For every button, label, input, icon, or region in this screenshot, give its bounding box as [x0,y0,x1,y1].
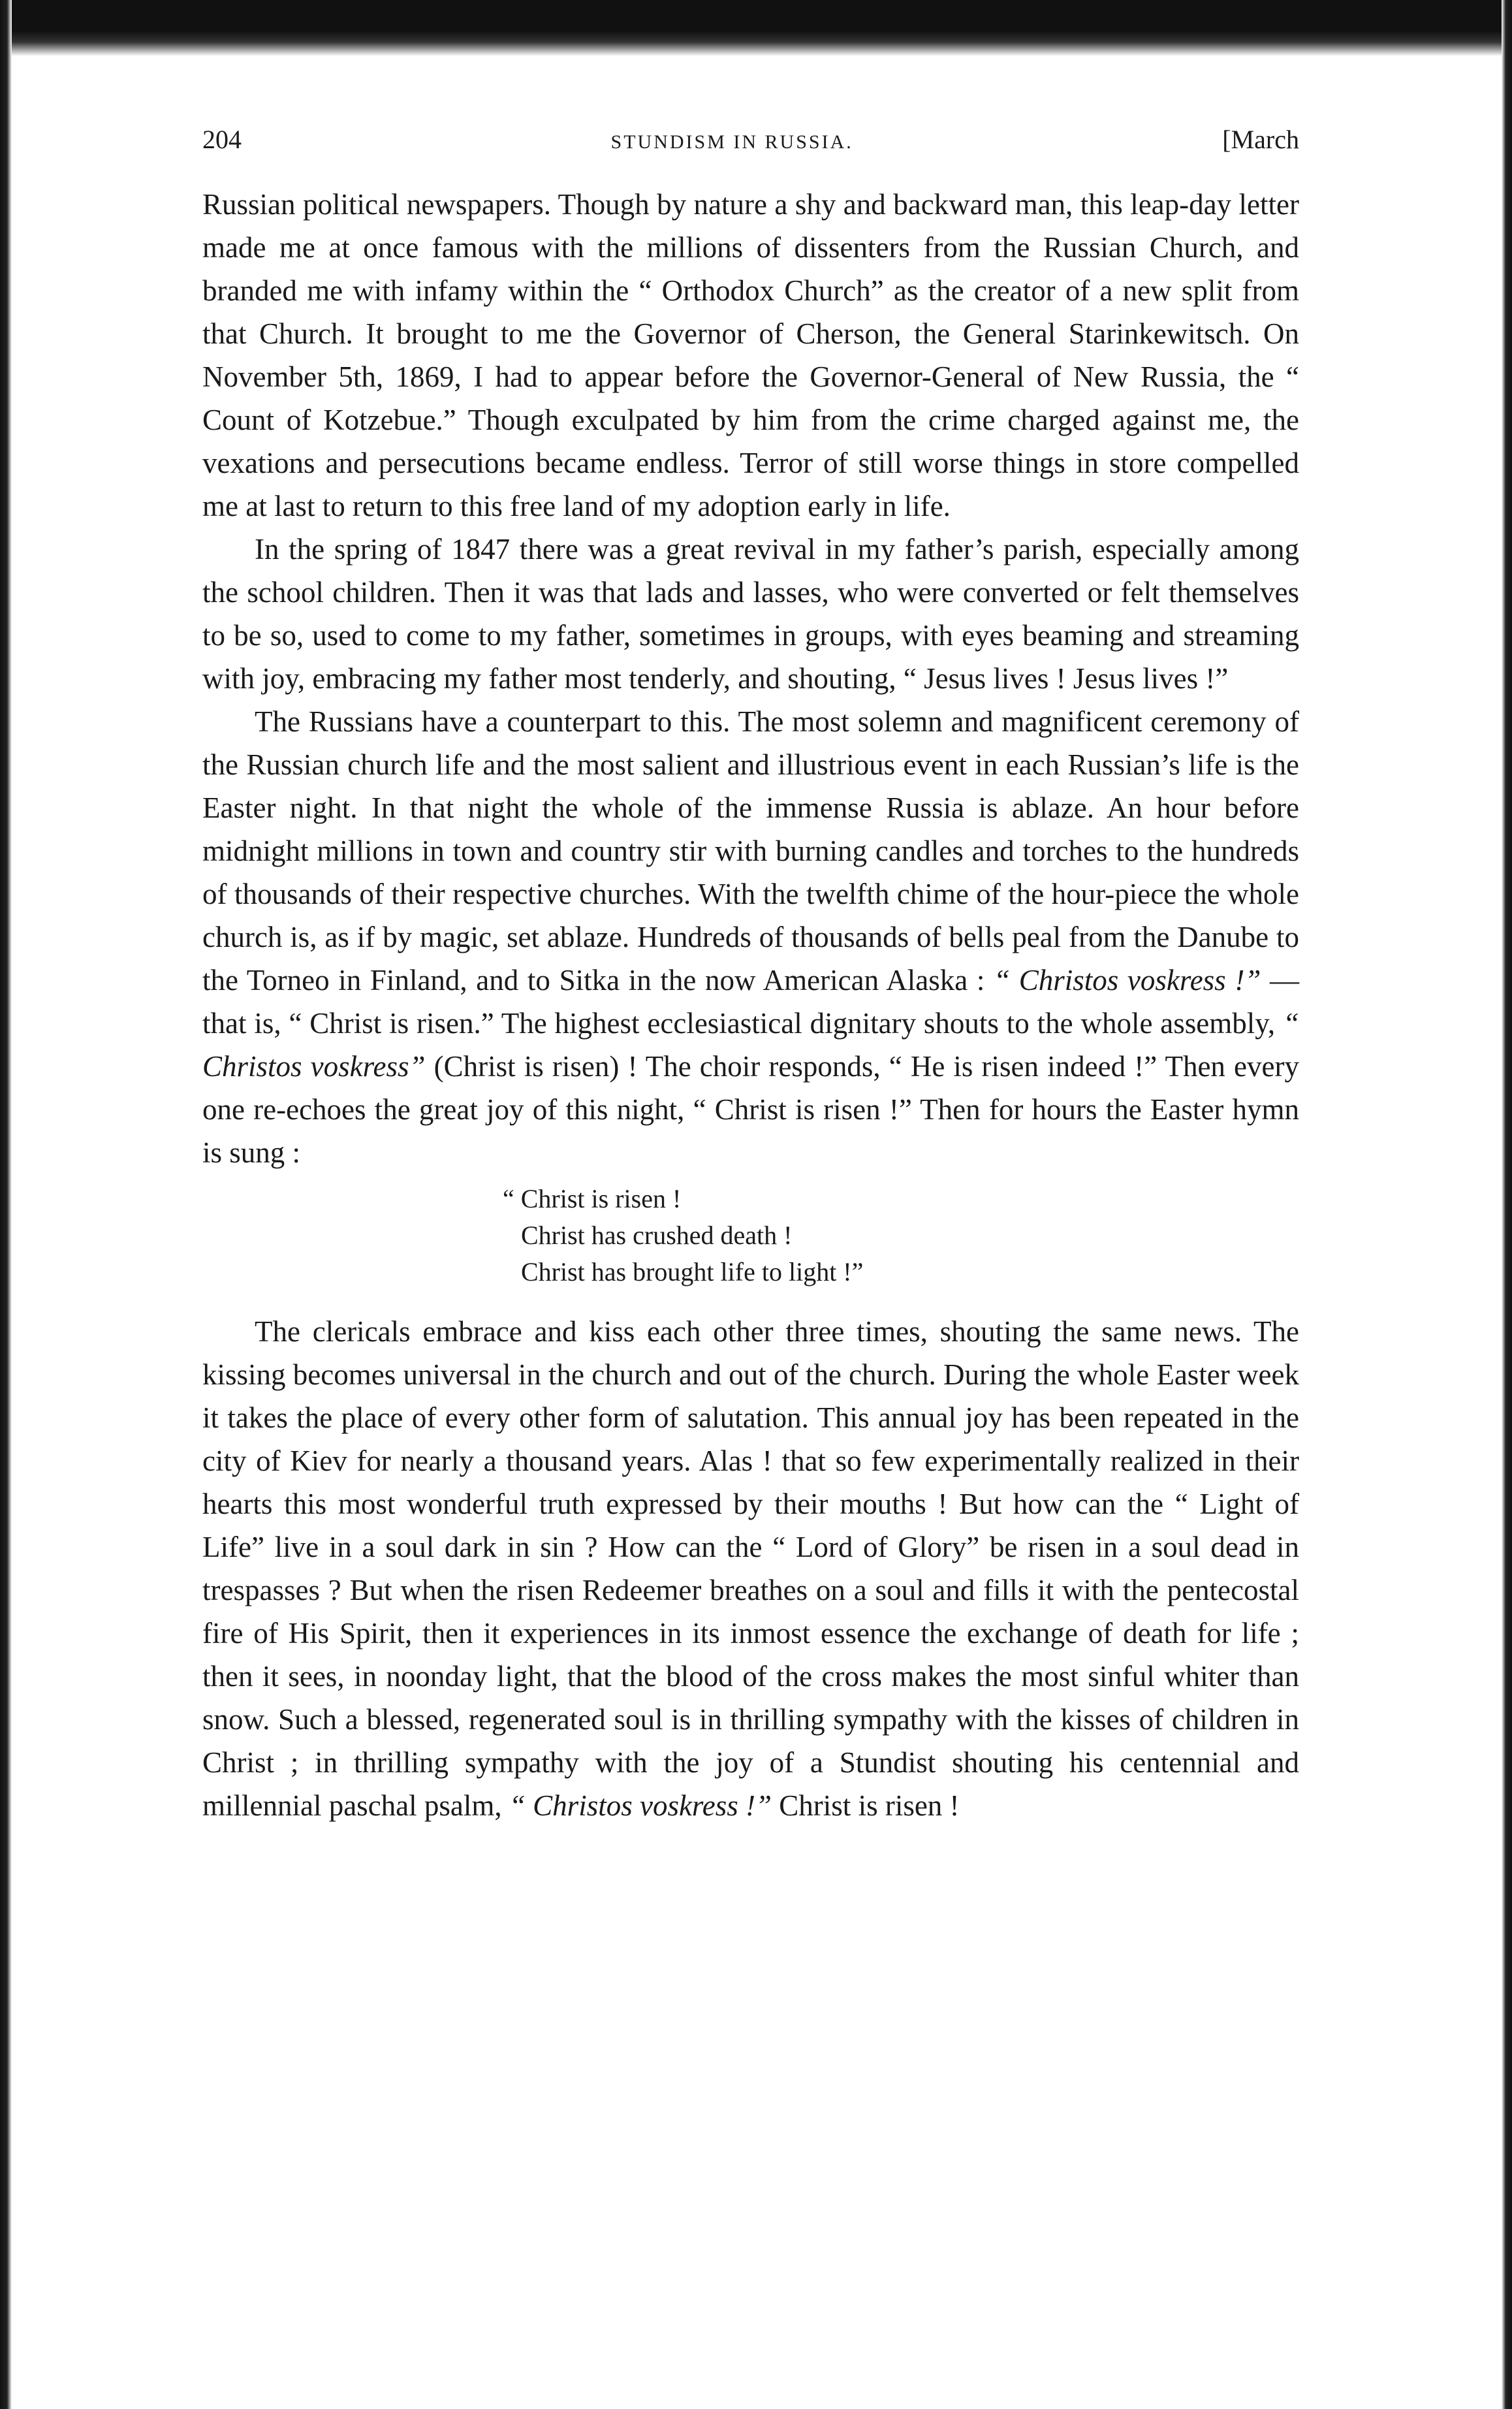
book-page [202,124,1299,1827]
quote-christos-voskress-2: “ Christos voskress” [202,1007,1299,1083]
paragraph-3-text: The Russians have a counterpart to this. The most solemn and magnificent ceremony of the Russian church life and the most salient and illustrious event in each Russian’s life is the Easter night. In that night the whole of the immense Russia is ablaze. An hour before midnight millions in town and country stir with burning candles and torches to the hundreds of thousands of their respective churches. With the twelfth chime of the hour-piece the whole church is, as if by magic, set ablaze. Hundreds of thousands of bells peal from the Danube to the Torneo in Finland, and to Sitka in the now American Alaska : [202,705,1299,997]
paragraph-4 [202,1310,1299,1827]
paragraph-1: Russian political newspapers. Though by nature a shy and backward man, this leap-day letter made me at once famous with the millions of dissenters from the Russian Church, and branded me with infamy within the “ Orthodox Church” as the creator of a new split from that Church. It brought to me the Governor of Cherson, the General Starinkewitsch. On November 5th, 1869, I had to appear before the Governor-General of New Russia, the “ Count of Kotzebue.” Though exculpated by him from the crime charged against me, the vexations and persecutions became endless. Terror of still worse things in store compelled me at last to return to this free land of my adoption early in life. [202,188,1299,522]
verse-line-3: Christ has brought life to light !” [521,1257,864,1286]
running-title: STUNDISM IN RUSSIA. [610,131,853,153]
paragraph-4-end: Christ is risen ! [772,1789,960,1822]
easter-hymn-verse [202,1181,1299,1290]
body-text [202,183,1299,1827]
header-month: [March [1222,125,1299,154]
quote-christos-voskress-1: “ Christos voskress !” [994,964,1261,997]
paragraph-3 [202,700,1299,1174]
paragraph-3-text-c: (Christ is risen) ! The choir responds, “ He is risen indeed !” Then every one re-echoes the great joy of this night, “ Christ is risen !” Then for hours the Easter hymn is sung : [202,1050,1299,1169]
scan-border-right [1502,0,1512,2409]
paragraph-2: In the spring of 1847 there was a great revival in my father’s parish, especially among the school children. Then it was that lads and lasses, who were converted or felt themselves to be so, used to come to my father, sometimes in groups, with eyes beaming and streaming with joy, embracing my father most tenderly, and shouting, “ Jesus lives ! Jesus lives !” [202,533,1299,695]
scan-border-left [0,0,12,2409]
scan-border-top [0,0,1512,56]
verse-line-1: “ Christ is risen ! [503,1184,682,1213]
paragraph-4-text: The clericals embrace and kiss each other three times, shouting the same news. The kissing becomes universal in the church and out of the church. During the whole Easter week it takes the place of every other form of salutation. This annual joy has been repeated in the city of Kiev for nearly a thousand years. Alas ! that so few experimentally realized in their hearts this most wonderful truth expressed by their mouths ! But how can the “ Light of Life” live in a soul dark in sin ? How can the “ Lord of Glory” be risen in a soul dead in trespasses ? But when the risen Redeemer breathes on a soul and fills it with the pentecostal fire of His Spirit, then it experiences in its inmost essence the exchange of death for life ; then it sees, in noonday light, that the blood of the cross makes the most sinful whiter than snow. Such a blessed, regenerated soul is in thrilling sympathy with the kisses of children in Christ ; in thrilling sympathy with the joy of a Stundist shouting his centennial and millennial paschal psalm, [202,1315,1299,1822]
page-number: 204 [202,125,242,154]
page-header [202,124,1299,183]
verse-line-2: Christ has crushed death ! [521,1220,793,1250]
quote-christos-voskress-3: “ Christos voskress !” [509,1789,772,1822]
paragraph-3-text-b: —that is, “ Christ is risen.” The highest ecclesiastical dignitary shouts to the whole assembly, [202,964,1300,1040]
